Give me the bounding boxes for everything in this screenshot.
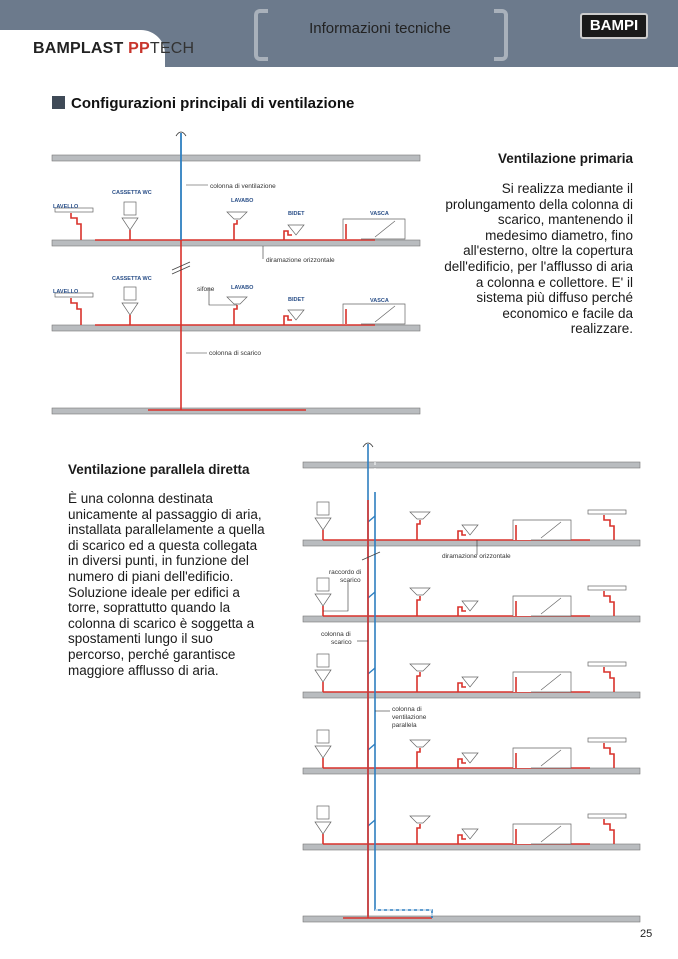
label-lavello: LAVELLO: [53, 289, 79, 295]
parallel-vent-column: [375, 492, 432, 918]
drain-pipe: [604, 515, 614, 540]
vent-connection: [368, 592, 375, 598]
break-mark: [362, 552, 380, 560]
floor-slab: [52, 240, 420, 246]
washbasin: [227, 212, 247, 219]
kitchen-sink: [588, 738, 626, 742]
bathtub: [513, 824, 571, 844]
label-vasca: VASCA: [370, 298, 389, 304]
parallel-heading: Ventilazione parallela diretta: [68, 462, 250, 477]
drain-pipe: [458, 683, 466, 692]
wc-cistern: [124, 287, 136, 300]
bidet: [462, 525, 478, 535]
vent-connection: [368, 744, 375, 750]
label-cassetta: CASSETTA WC: [112, 190, 152, 196]
wc-bowl: [315, 746, 331, 758]
label-drain-2: scarico: [331, 639, 352, 646]
floor-slab: [52, 325, 420, 331]
parallel-ventilation-diagram: [303, 443, 640, 922]
drain-pipe: [284, 316, 292, 325]
vent-connection: [368, 668, 375, 674]
wc-cistern: [317, 502, 329, 515]
brand-name: BAMPLAST PPTECH: [33, 40, 195, 57]
bidet: [288, 310, 304, 320]
drain-pipe: [417, 748, 420, 768]
wc-bowl: [315, 670, 331, 682]
bidet: [462, 753, 478, 763]
label-lavabo: LAVABO: [231, 198, 254, 204]
drain-pipe: [417, 596, 420, 616]
drain-pipe: [417, 520, 420, 540]
wc-cistern: [317, 730, 329, 743]
kitchen-sink: [588, 510, 626, 514]
label-drain-2: colonna di: [321, 631, 351, 638]
primary-heading: Ventilazione primaria: [497, 151, 633, 166]
bathtub: [513, 748, 571, 768]
label-vent-column: colonna di ventilazione: [210, 183, 276, 190]
label-vasca: VASCA: [370, 211, 389, 217]
bathtub: [513, 520, 571, 540]
wc-bowl: [315, 518, 331, 530]
floor-slab: [303, 692, 640, 698]
label-fitting: scarico: [340, 577, 361, 584]
washbasin: [227, 297, 247, 304]
drain-pipe: [234, 220, 237, 240]
vent-connection: [368, 516, 375, 522]
bathtub: [513, 596, 571, 616]
bidet: [288, 225, 304, 235]
label-lavabo: LAVABO: [231, 285, 254, 291]
primary-ventilation-diagram: [52, 132, 420, 414]
floor-slab: [303, 768, 640, 774]
drain-pipe: [417, 824, 420, 844]
label-parallel-vent: parallela: [392, 722, 417, 729]
wc-bowl: [122, 218, 138, 230]
page-title: Configurazioni principali di ventilazione: [52, 95, 354, 112]
wc-cistern: [317, 578, 329, 591]
washbasin: [410, 588, 430, 595]
drain-pipe: [458, 531, 466, 540]
bathtub: [343, 304, 405, 324]
bathtub: [513, 672, 571, 692]
washbasin: [410, 816, 430, 823]
section-title: Informazioni tecniche: [309, 20, 451, 37]
drain-pipe: [604, 591, 614, 616]
label-bidet: BIDET: [288, 211, 305, 217]
label-branch-2: diramazione orizzontale: [442, 553, 511, 560]
kitchen-sink: [588, 814, 626, 818]
wc-cistern: [317, 806, 329, 819]
floor-slab: [303, 616, 640, 622]
bathtub: [343, 219, 405, 239]
washbasin: [410, 512, 430, 519]
washbasin: [410, 740, 430, 747]
bidet: [462, 677, 478, 687]
primary-text: Si realizza mediante il prolungamento della colonna di scarico, mantenendo il medesimo diametro, fino all'esterno, oltre la copertura dell'edificio, per l'afflusso di aria a colonna e collettore. E' il sistema più diffuso perché economico e facile da realizzare.: [444, 181, 633, 337]
bampi-logo: BAMPI: [580, 13, 648, 39]
drain-pipe: [458, 607, 466, 616]
page-number: 25: [640, 928, 653, 940]
label-branch: diramazione orizzontale: [266, 257, 335, 264]
wc-bowl: [122, 303, 138, 315]
label-drain-column: colonna di scarico: [209, 350, 262, 357]
wc-bowl: [315, 822, 331, 834]
drain-pipe: [417, 672, 420, 692]
bidet: [462, 829, 478, 839]
drain-pipe: [604, 819, 614, 844]
floor-slab: [52, 155, 420, 161]
drain-pipe: [71, 298, 81, 325]
wc-cistern: [317, 654, 329, 667]
wc-cistern: [124, 202, 136, 215]
drain-pipe: [458, 759, 466, 768]
kitchen-sink: [588, 662, 626, 666]
label-siphon: sifone: [197, 286, 215, 293]
vent-connection: [368, 820, 375, 826]
drain-pipe: [458, 835, 466, 844]
drain-pipe: [604, 667, 614, 692]
floor-slab: [303, 916, 640, 922]
label-fitting: raccordo di: [329, 569, 362, 576]
drain-pipe: [604, 743, 614, 768]
floor-slab: [303, 540, 640, 546]
washbasin: [410, 664, 430, 671]
wc-bowl: [315, 594, 331, 606]
drain-pipe: [234, 305, 237, 325]
floor-slab: [303, 844, 640, 850]
drain-pipe: [284, 231, 292, 240]
label-parallel-vent: colonna di: [392, 706, 422, 713]
drain-pipe: [71, 213, 81, 240]
floor-slab: [303, 462, 640, 468]
bidet: [462, 601, 478, 611]
floor-slab: [52, 408, 420, 414]
kitchen-sink: [588, 586, 626, 590]
label-bidet: BIDET: [288, 297, 305, 303]
label-lavello: LAVELLO: [53, 204, 79, 210]
label-parallel-vent: ventilazione: [392, 714, 427, 721]
parallel-text: È una colonna destinata unicamente al passaggio di aria, installata parallelamente a quella di scarico ed a questa collegata in diversi punti, in funzione del numero di piani dell'edificio. Soluzione ideale per edifici a torre, soprattutto quando la colonna di scarico è soggetta a spostamenti lungo il suo percorso, perché garantisce maggiore afflusso di aria.: [68, 491, 265, 678]
label-cassetta: CASSETTA WC: [112, 276, 152, 282]
